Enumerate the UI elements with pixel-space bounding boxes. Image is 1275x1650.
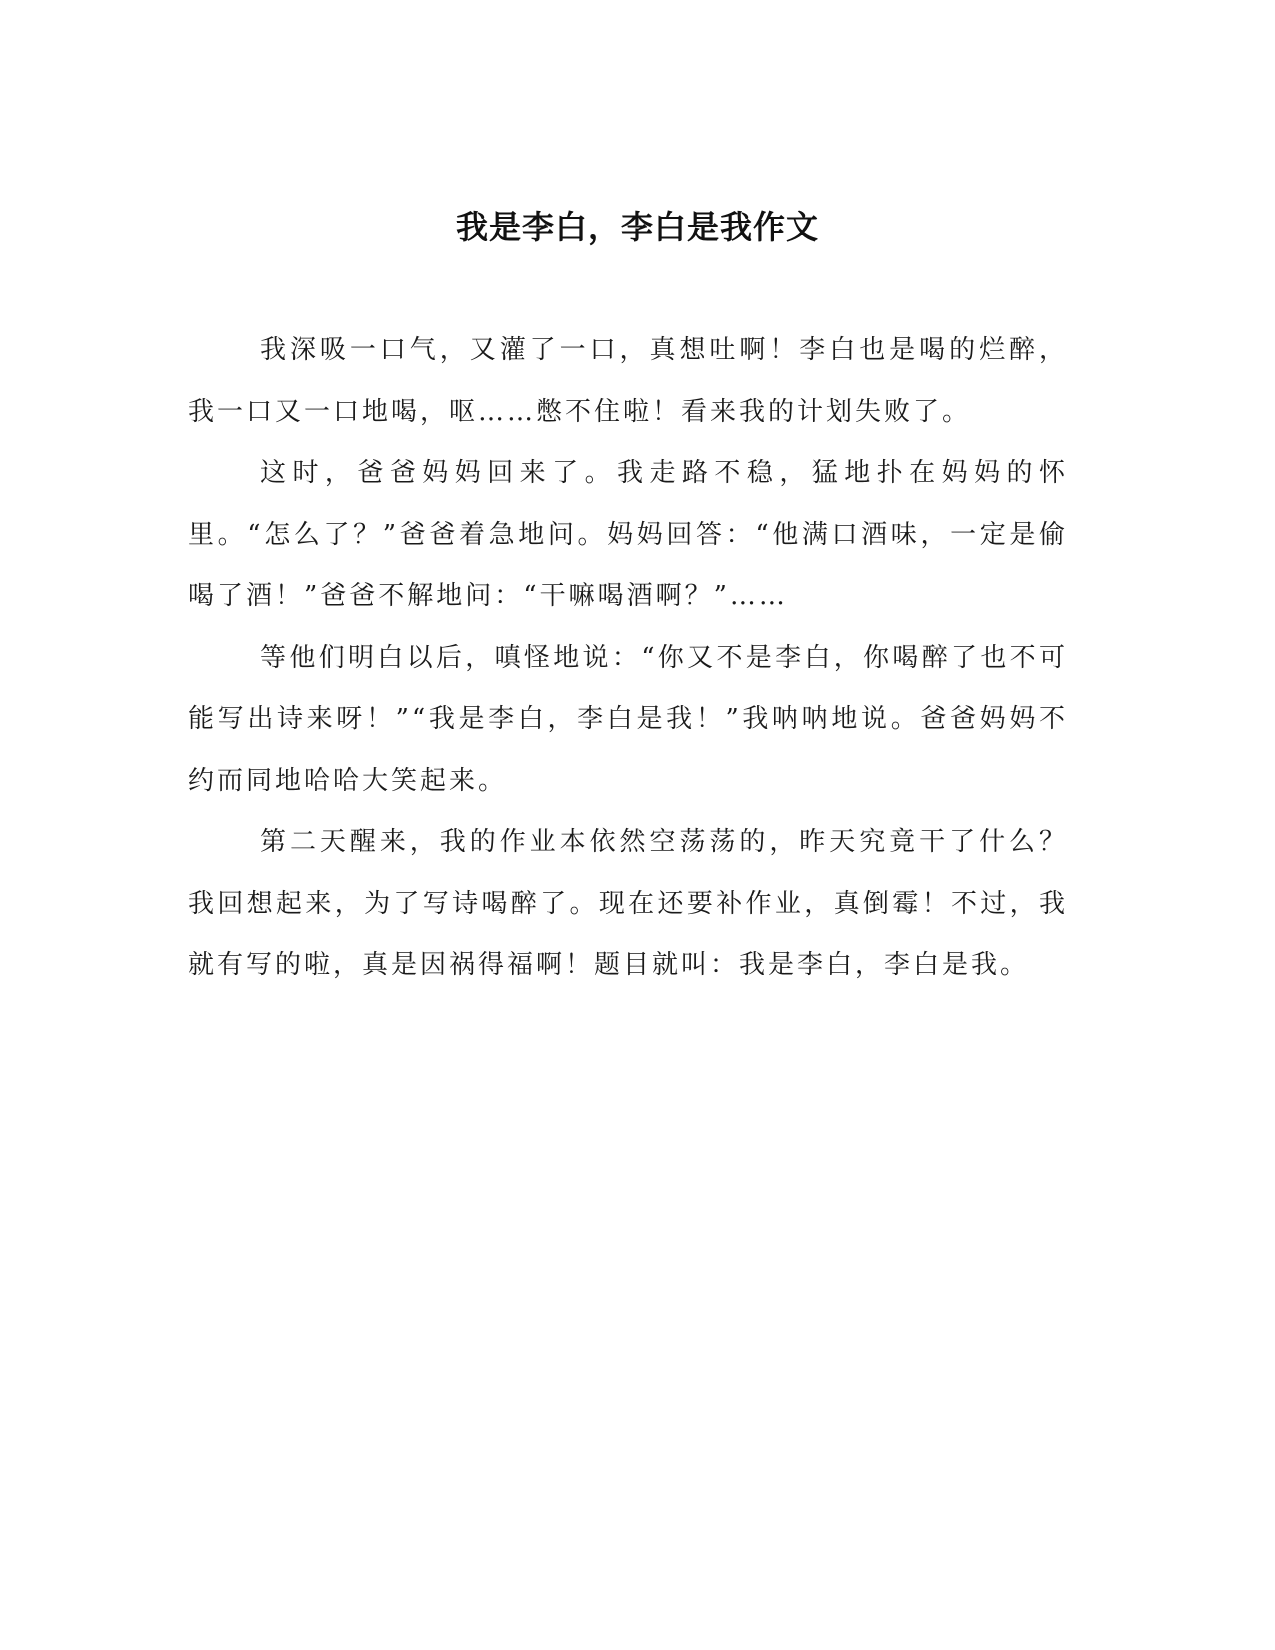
paragraph-3: 等他们明白以后，嗔怪地说：“你又不是李白，你喝醉了也不可能写出诗来呀！”“我是李白，李白是我！”我呐呐地说。爸爸妈妈不约而同地哈哈大笑起来。 — [188, 642, 1068, 796]
paragraph-1: 我深吸一口气，又灌了一口，真想吐啊！李白也是喝的烂醉，我一口又一口地喝，呕……憋不住啦！看来我的计划失败了。 — [188, 335, 1068, 427]
document-title: 我是李白，李白是我作文 — [455, 208, 819, 246]
paragraph-2: 这时，爸爸妈妈回来了。我走路不稳，猛地扑在妈妈的怀里。“怎么了？”爸爸着急地问。妈妈回答：“他满口酒味，一定是偷喝了酒！”爸爸不解地问：“干嘛喝酒啊？”…… — [188, 458, 1068, 611]
paragraph-4: 第二天醒来，我的作业本依然空荡荡的，昨天究竟干了什么？我回想起来，为了写诗喝醉了。现在还要补作业，真倒霉！不过，我就有写的啦，真是因祸得福啊！题目就叫：我是李白，李白是我。 — [188, 827, 1068, 980]
document-body — [188, 320, 1068, 997]
